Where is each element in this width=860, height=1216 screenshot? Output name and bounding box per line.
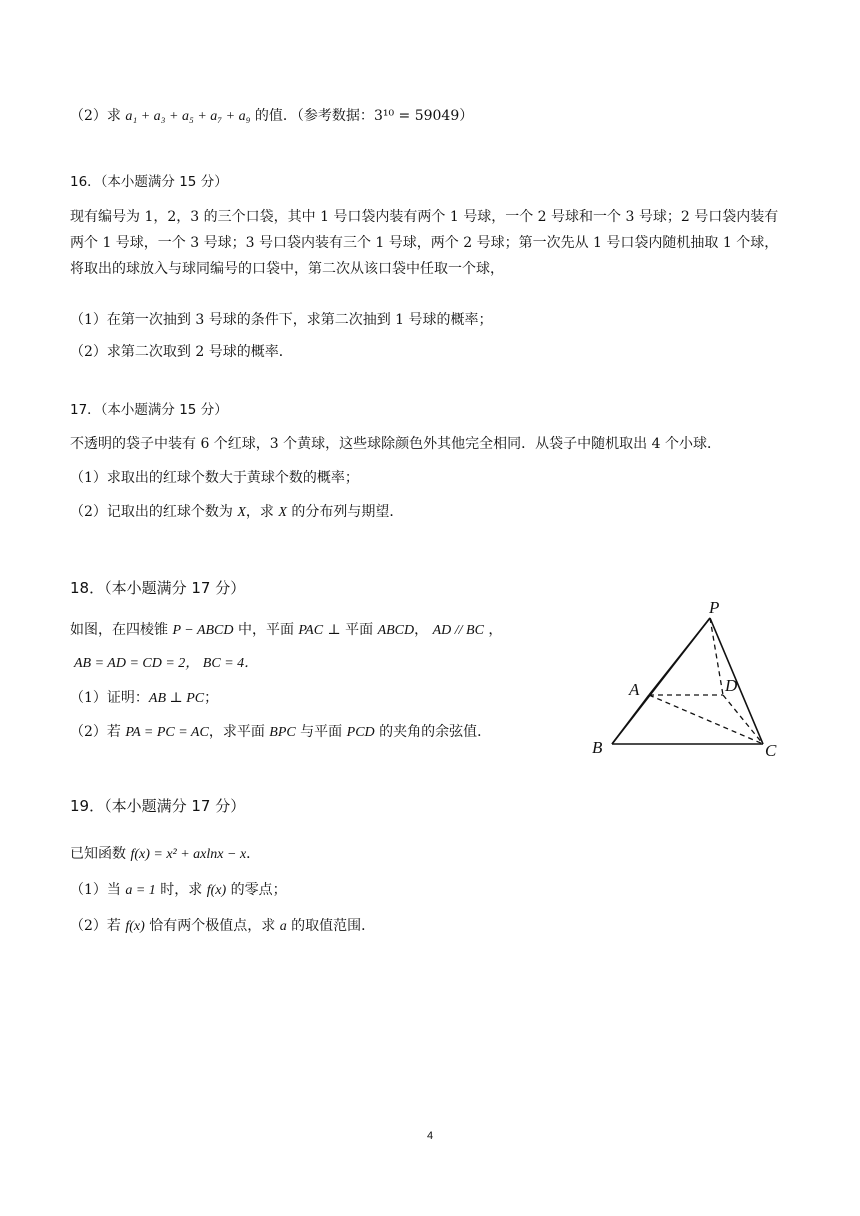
q17-var-x: X: [237, 505, 246, 520]
q18-plane-pcd: PCD: [346, 725, 375, 740]
q19-part1: [70, 880, 287, 901]
q17-part2-text-c: 的分布列与期望．: [286, 504, 404, 520]
q18-part2-text-b: ，求平面: [208, 724, 270, 740]
q15-reference-data: 3¹⁰ = 59049: [373, 108, 460, 124]
q18-heading: 18．（本小题满分 17 分）: [70, 579, 246, 597]
q19-part1-text-c: 的零点；: [226, 882, 287, 898]
q18-line2: AB = AD = CD = 2， BC = 4．: [74, 656, 259, 671]
q17-part2-text-a: （2）记取出的红球个数为: [70, 504, 238, 520]
q19-statement: [70, 844, 260, 865]
q18-line1-text-a: 如图，在四棱锥: [70, 622, 173, 638]
q18-part2-text-d: 的夹角的余弦值．: [374, 724, 492, 740]
q19-part1-condition: a = 1: [125, 883, 156, 898]
q17-var-x-2: X: [278, 505, 287, 520]
q15-part2-suffix: 的值．（参考数据：: [250, 108, 374, 124]
edge-pd: [710, 618, 723, 695]
q15-part2: [70, 106, 473, 127]
q19-statement-text-a: 已知函数: [70, 846, 131, 862]
q18-part2-text-c: 与平面: [295, 724, 347, 740]
q18-line1-text-c: ⊥ 平面: [323, 622, 378, 638]
vertex-label-d: D: [725, 676, 738, 695]
q18-part1-statement: AB ⊥ PC: [148, 691, 205, 706]
q19-part1-text-a: （1）当: [70, 882, 126, 898]
q17-heading: 17．（本小题满分 15 分）: [70, 402, 228, 418]
vertex-label-b: B: [592, 738, 603, 757]
q18-plane-abcd: ABCD: [377, 623, 415, 638]
q17-part2-text-b: ，求: [245, 504, 279, 520]
q18-part2-condition: PA = PC = AC: [125, 725, 209, 740]
q18-part1: [70, 688, 218, 709]
edge-pa: [649, 618, 710, 695]
q19-part2-variable: a: [279, 919, 287, 934]
q16-part2: （2）求第二次取到 2 号球的概率．: [70, 344, 293, 360]
q19-part2-function: f(x): [125, 919, 145, 934]
q19-part2-text-b: 恰有两个极值点，求: [144, 918, 280, 934]
q18-part2-text-a: （2）若: [70, 724, 126, 740]
q18-line1-text-e: ，: [483, 622, 503, 638]
q15-part2-prefix: （2）求: [70, 108, 126, 124]
q17-part2: [70, 502, 403, 523]
q18-plane-bpc: BPC: [269, 725, 296, 740]
page-number: 4: [426, 1130, 434, 1142]
q17-part1: （1）求取出的红球个数大于黄球个数的概率；: [70, 470, 359, 486]
q19-heading: 19．（本小题满分 17 分）: [70, 797, 246, 815]
q15-part2-expression: a₁ + a₃ + a₅ + a₇ + a₉: [125, 109, 251, 124]
q19-function-definition: f(x) = x² + axlnx − x: [130, 847, 247, 862]
vertex-label-c: C: [765, 741, 777, 760]
q19-part2: [70, 916, 375, 937]
q16-part1: （1）在第一次抽到 3 号球的条件下，求第二次抽到 1 号球的概率；: [70, 312, 493, 328]
q18-line1-text-b: 中，平面: [233, 622, 299, 638]
vertex-label-p: P: [709, 598, 720, 617]
q19-statement-text-b: ．: [246, 846, 261, 862]
q18-pyramid-name: P − ABCD: [172, 623, 234, 638]
q15-part2-close: ）: [459, 108, 474, 124]
q19-part1-function: f(x): [206, 883, 227, 898]
q18-plane-pac: PAC: [298, 623, 324, 638]
edge-ab: [612, 695, 649, 744]
vertex-label-a: A: [629, 680, 640, 699]
q16-body: 现有编号为 1，2，3 的三个口袋，其中 1 号口袋内装有两个 1 号球，一个 2 号球和一个 3 号球；2 号口袋内装有两个 1 号球，一个 3 号球；3 号口袋内装有三个 1 号球，两个 2 号球；第一次先从 1 号口袋内随机抽取 1 个球，将取出的球放入与球同编号的口袋中，第二次从该口袋中任取一个球，: [70, 209, 779, 277]
q18-line1: [70, 620, 502, 641]
edge-dc: [723, 695, 763, 744]
q18-part2: [70, 722, 491, 743]
q16-heading: 16．（本小题满分 15 分）: [70, 174, 228, 190]
q17-body: 不透明的袋子中装有 6 个红球，3 个黄球，这些球除颜色外其他完全相同．从袋子中随机取出 4 个小球．: [70, 436, 721, 452]
q19-part2-text-a: （2）若: [70, 918, 126, 934]
q18-line1-text-d: ，: [414, 622, 433, 638]
q18-part1-text-a: （1）证明：: [70, 690, 149, 706]
q18-parallel-relation: AD // BC: [432, 623, 484, 638]
q19-part2-text-c: 的取值范围．: [286, 918, 376, 934]
q18-pyramid-figure: [585, 595, 790, 765]
q19-part1-text-b: 时，求: [155, 882, 207, 898]
q18-part1-text-b: ；: [204, 690, 219, 706]
